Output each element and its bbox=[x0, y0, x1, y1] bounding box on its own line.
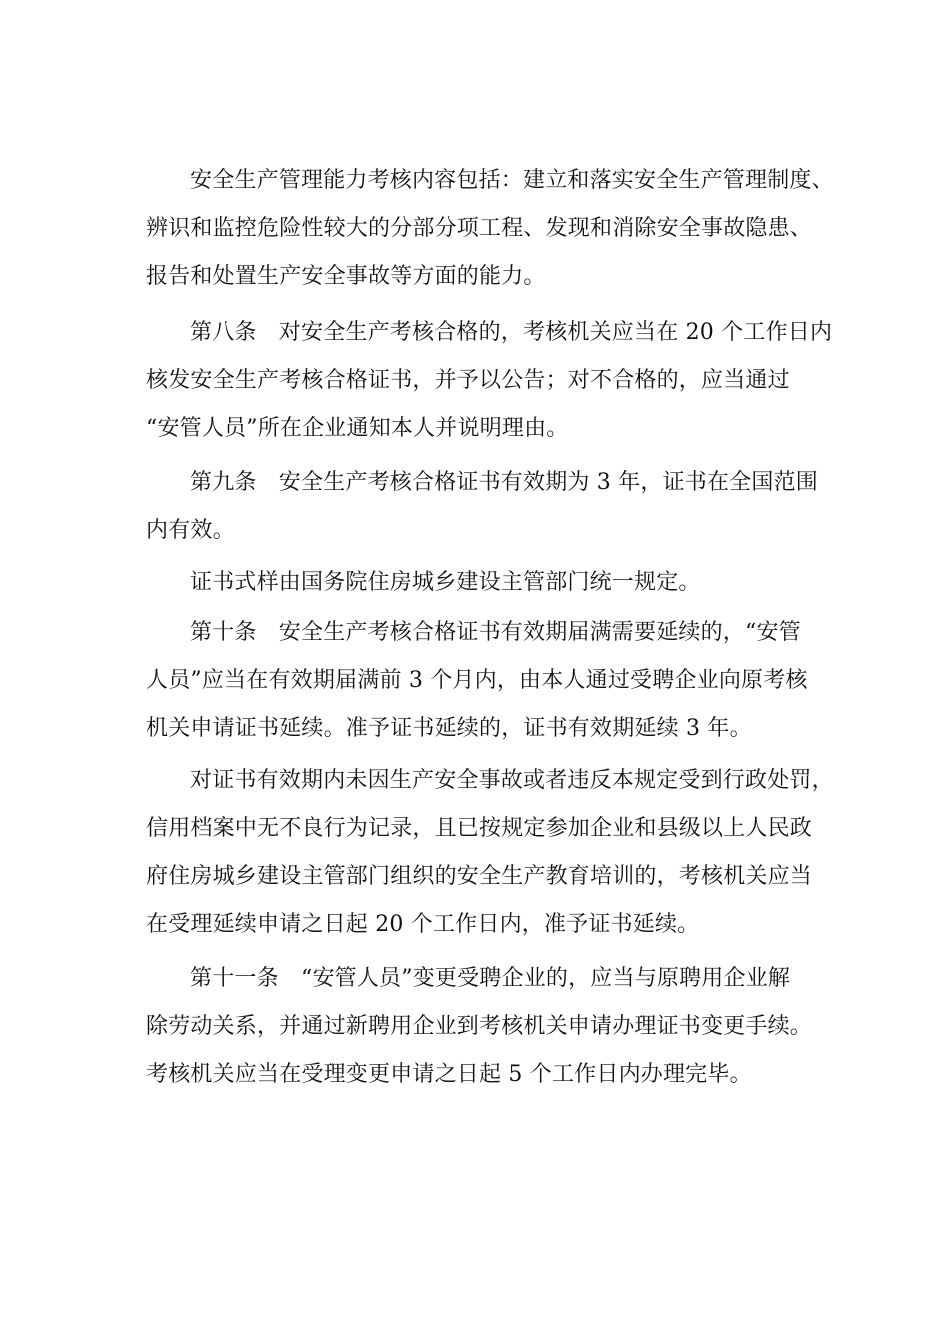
article-8-line: 核发安全生产考核合格证书，并予以公告；对不合格的，应当通过 bbox=[146, 368, 790, 393]
article-11-line: 第十一条 “安管人员”变更受聘企业的，应当与原聘用企业解 bbox=[190, 966, 791, 991]
article-10-line: 第十条 安全生产考核合格证书有效期届满需要延续的，“安管 bbox=[190, 620, 801, 645]
paragraph-line: 安全生产管理能力考核内容包括：建立和落实安全生产管理制度、 bbox=[190, 168, 834, 193]
article-10-line: 人员”应当在有效期届满前 3 个月内，由本人通过受聘企业向原考核 bbox=[146, 668, 808, 693]
paragraph-line: 在受理延续申请之日起 20 个工作日内，准予证书延续。 bbox=[146, 912, 700, 937]
paragraph-line: 辨识和监控危险性较大的分部分项工程、发现和消除安全事故隐患、 bbox=[146, 216, 813, 241]
paragraph-line: 信用档案中无不良行为记录，且已按规定参加企业和县级以上人民政 bbox=[146, 816, 813, 841]
article-8-line: “安管人员”所在企业通知本人并说明理由。 bbox=[146, 416, 569, 441]
paragraph-line: 证书式样由国务院住房城乡建设主管部门统一规定。 bbox=[190, 570, 701, 595]
article-10-line: 机关申请证书延续。准予证书延续的，证书有效期延续 3 年。 bbox=[146, 716, 752, 741]
paragraph-line: 报告和处置生产安全事故等方面的能力。 bbox=[146, 264, 546, 289]
article-9-line: 内有效。 bbox=[146, 518, 235, 543]
article-11-line: 除劳动关系，并通过新聘用企业到考核机关申请办理证书变更手续。 bbox=[146, 1014, 813, 1039]
article-8-line: 第八条 对安全生产考核合格的，考核机关应当在 20 个工作日内 bbox=[190, 320, 833, 345]
article-9-line: 第九条 安全生产考核合格证书有效期为 3 年，证书在全国范围 bbox=[190, 470, 818, 495]
article-11-line: 考核机关应当在受理变更申请之日起 5 个工作日内办理完毕。 bbox=[146, 1062, 752, 1087]
paragraph-line: 府住房城乡建设主管部门组织的安全生产教育培训的，考核机关应当 bbox=[146, 864, 813, 889]
paragraph-line: 对证书有效期内未因生产安全事故或者违反本规定受到行政处罚， bbox=[190, 768, 834, 793]
